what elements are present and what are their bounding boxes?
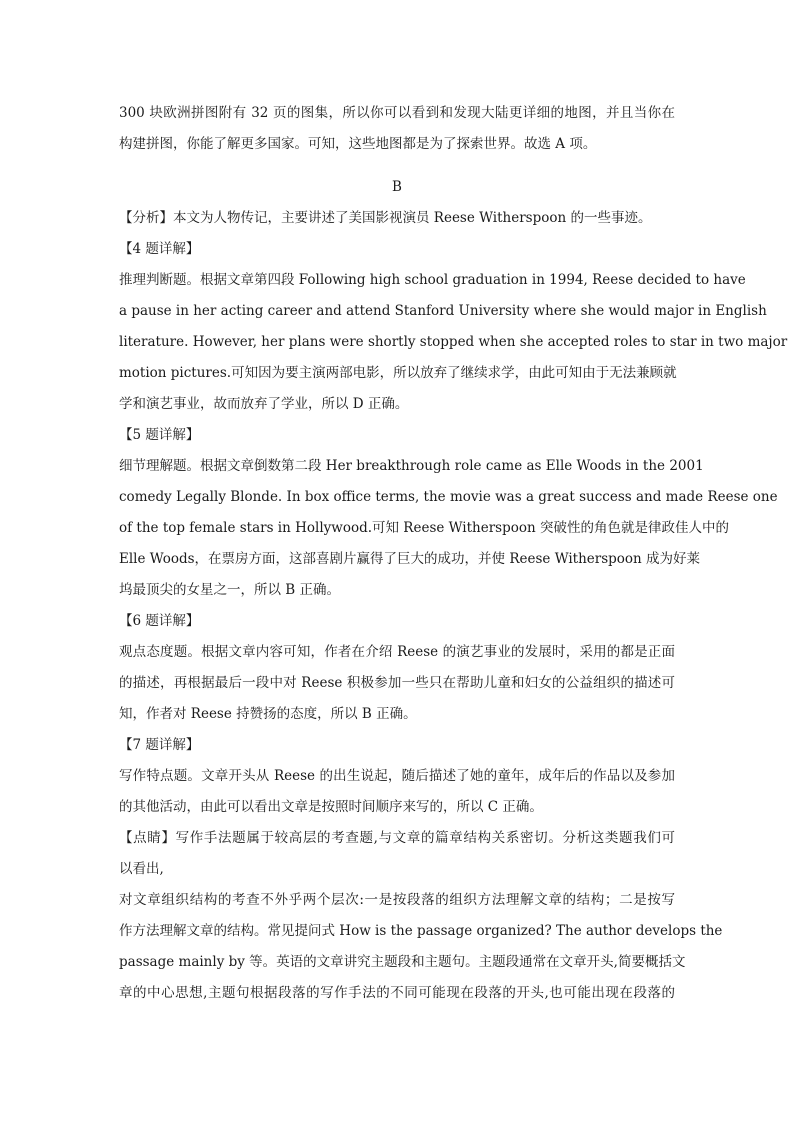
- text-line: motion pictures.可知因为要主演两部电影，所以放弃了继续求学，由此可知由于无法兼顾就: [119, 365, 677, 381]
- q5-heading: 【5 题详解】: [119, 427, 200, 443]
- text-line: 写作特点题。文章开头从 Reese 的出生说起，随后描述了她的童年，成年后的作品以及参加: [119, 768, 675, 784]
- tips-line: 对文章组织结构的考查不外乎两个层次:一是按段落的组织方法理解文章的结构；二是按写: [119, 892, 675, 908]
- text-line: 观点态度题。根据文章内容可知，作者在介绍 Reese 的演艺事业的发展时，采用的都是正面: [119, 644, 675, 660]
- q7-heading: 【7 题详解】: [119, 737, 200, 753]
- text-line: Elle Woods，在票房方面，这部喜剧片赢得了巨大的成功，并使 Reese Witherspoon 成为好莱: [119, 551, 701, 567]
- text-line: literature. However, her plans were shortly stopped when she accepted roles to star in two major: [119, 334, 788, 350]
- analysis-line: 【分析】本文为人物传记，主要讲述了美国影视演员 Reese Witherspoon 的一些事迹。: [119, 210, 652, 226]
- text-line: of the top female stars in Hollywood.可知 Reese Witherspoon 突破性的角色就是律政佳人中的: [119, 520, 729, 536]
- text-line: comedy Legally Blonde. In box office terms, the movie was a great success and made Reese one: [119, 489, 778, 505]
- tips-line: 章的中心思想,主题句根据段落的写作手法的不同可能现在段落的开头,也可能出现在段落的: [119, 985, 675, 1001]
- text-line: 的其他活动，由此可以看出文章是按照时间顺序来写的，所以 C 正确。: [119, 799, 543, 815]
- text-line: 坞最顶尖的女星之一，所以 B 正确。: [119, 582, 341, 598]
- text-line: 推理判断题。根据文章第四段 Following high school graduation in 1994, Reese decided to have: [119, 272, 746, 288]
- q6-heading: 【6 题详解】: [119, 613, 200, 629]
- section-title: B: [392, 179, 402, 195]
- q4-heading: 【4 题详解】: [119, 241, 200, 257]
- document-page: [119, 98, 788, 1009]
- tips-line: 【点睛】写作手法题属于较高层的考查题,与文章的篇章结构关系密切。分析这类题我们可: [119, 830, 675, 846]
- text-line: 知，作者对 Reese 持赞扬的态度，所以 B 正确。: [119, 706, 417, 722]
- text-line: 300 块欧洲拼图附有 32 页的图集，所以你可以看到和发现大陆更详细的地图，并且当你在: [119, 105, 675, 121]
- text-line: 细节理解题。根据文章倒数第二段 Her breakthrough role came as Elle Woods in the 2001: [119, 458, 704, 474]
- text-line: 构建拼图，你能了解更多国家。可知，这些地图都是为了探索世界。故选 A 项。: [119, 136, 597, 152]
- text-line: a pause in her acting career and attend Stanford University where she would major in English: [119, 303, 767, 319]
- tips-line: passage mainly by 等。英语的文章讲究主题段和主题句。主题段通常在文章开头,简要概括文: [119, 954, 686, 970]
- text-line: 学和演艺事业，故而放弃了学业，所以 D 正确。: [119, 396, 409, 412]
- tips-line: 作方法理解文章的结构。常见提问式 How is the passage organized? The author develops the: [119, 923, 723, 939]
- tips-line: 以看出,: [119, 861, 164, 877]
- text-line: 的描述，再根据最后一段中对 Reese 积极参加一些只在帮助儿童和妇女的公益组织的描述可: [119, 675, 675, 691]
